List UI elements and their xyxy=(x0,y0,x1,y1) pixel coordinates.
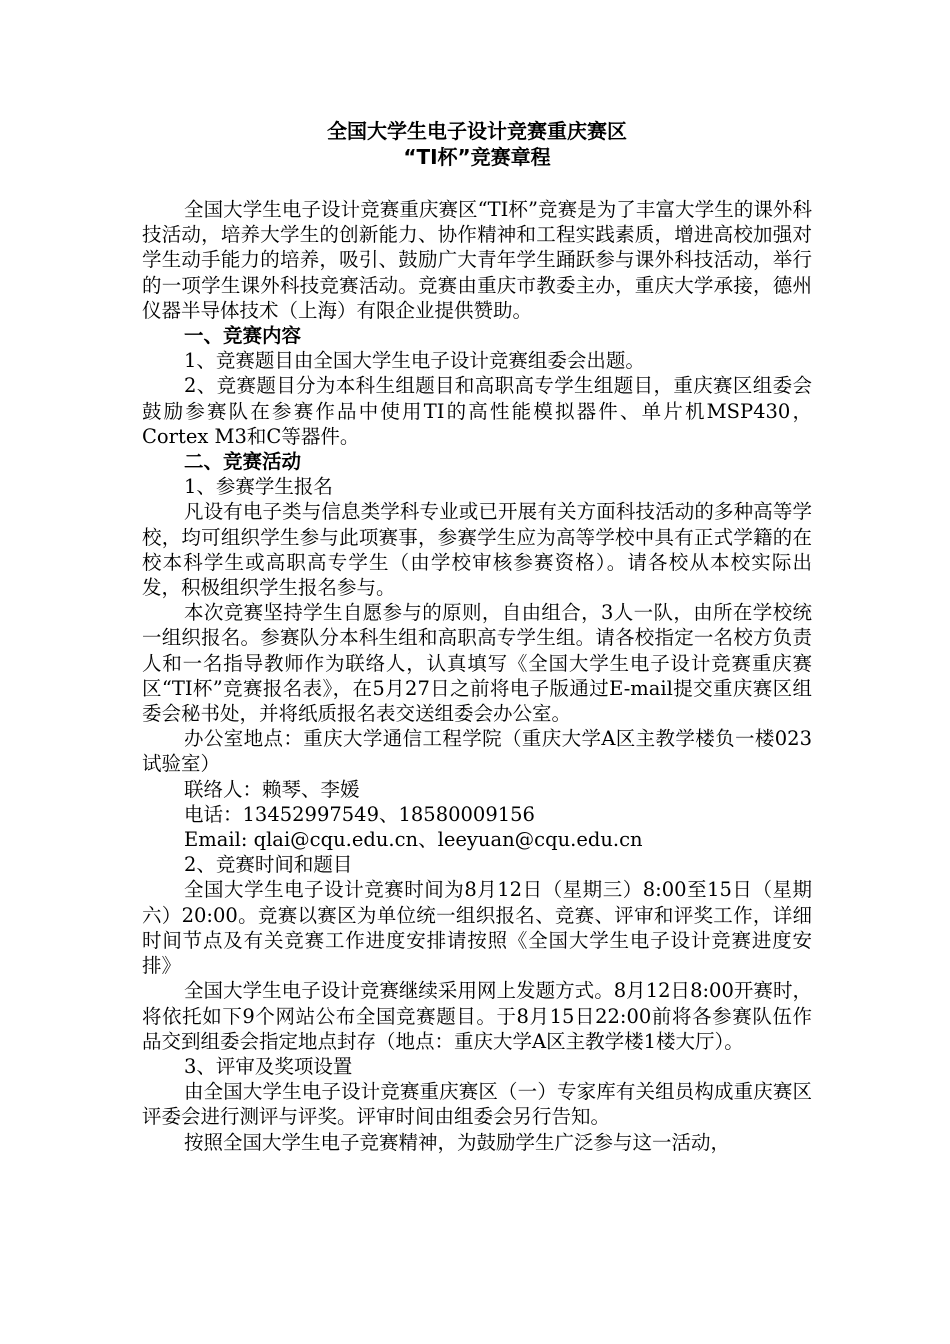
section-1-heading: 一、竞赛内容 xyxy=(184,324,302,348)
contact-phone: 电话：13452997549、18580009156 xyxy=(184,802,535,826)
document-page xyxy=(142,118,812,1155)
title-line-1: 全国大学生电子设计竞赛重庆赛区 xyxy=(327,119,627,143)
section-2-heading: 二、竞赛活动 xyxy=(184,450,302,474)
registration-paragraph-2: 本次竞赛坚持学生自愿参与的原则，自由组合，3人一队，由所在学校统一组织报名。参赛队分本科生组和高职高专学生组。请各校指定一名校方负责人和一名指导教师作为联络人，认真填写《全国大学生电子设计竞赛重庆赛区“TI杯”竞赛报名表》，在5月27日之前将电子版通过E-mail提交重庆赛区组委会秘书处，并将纸质报名表交送组委会办公室。 xyxy=(142,601,812,726)
schedule-paragraph-1: 全国大学生电子设计竞赛时间为8月12日（星期三）8:00至15日（星期六）20:00。竞赛以赛区为单位统一组织报名、竞赛、评审和评奖工作，详细时间节点及有关竞赛工作进度安排请按照《全国大学生电子设计竞赛进度安排》 xyxy=(142,878,812,978)
contact-persons: 联络人：赖琴、李媛 xyxy=(184,777,360,801)
subsection-registration-heading: 1、参赛学生报名 xyxy=(184,475,333,499)
office-address: 办公室地点：重庆大学通信工程学院（重庆大学A区主教学楼负一楼023试验室） xyxy=(142,727,812,776)
registration-paragraph-1: 凡设有电子类与信息类学科专业或已开展有关方面科技活动的多种高等学校，均可组织学生参与此项赛事，参赛学生应为高等学校中具有正式学籍的在校本科学生或高职高专学生（由学校审核参赛资格）。请各校从本校实际出发，积极组织学生报名参与。 xyxy=(142,500,812,600)
contact-email: Email: qlai@cqu.edu.cn、leeyuan@cqu.edu.cn xyxy=(184,828,643,852)
judging-paragraph-1: 由全国大学生电子设计竞赛重庆赛区（一）专家库有关组员构成重庆赛区评委会进行测评与评奖。评审时间由组委会另行告知。 xyxy=(142,1080,812,1129)
subsection-judging-heading: 3、评审及奖项设置 xyxy=(184,1054,353,1078)
section-1-item-2: 2、竞赛题目分为本科生组题目和高职高专学生组题目，重庆赛区组委会鼓励参赛队在参赛作品中使用TI的高性能模拟器件、单片机MSP430，Cortex M3和C等器件。 xyxy=(142,374,812,448)
title-line-2: “TI杯”竞赛章程 xyxy=(403,145,551,169)
schedule-paragraph-2: 全国大学生电子设计竞赛继续采用网上发题方式。8月12日8:00开赛时，将依托如下9个网站公布全国竞赛题目。于8月15日22:00前将各参赛队伍作品交到组委会指定地点封存（地点：重庆大学A区主教学楼1楼大厅）。 xyxy=(142,979,812,1053)
judging-paragraph-2: 按照全国大学生电子竞赛精神，为鼓励学生广泛参与这一活动， xyxy=(184,1130,731,1154)
subsection-schedule-heading: 2、竞赛时间和题目 xyxy=(184,853,353,877)
intro-paragraph: 全国大学生电子设计竞赛重庆赛区“TI杯”竞赛是为了丰富大学生的课外科技活动，培养大学生的创新能力、协作精神和工程实践素质，增进高校加强对学生动手能力的培养，吸引、鼓励广大青年学生踊跃参与课外科技活动，举行的一项学生课外科技竞赛活动。竞赛由重庆市教委主办，重庆大学承接，德州仪器半导体技术（上海）有限企业提供赞助。 xyxy=(142,198,812,322)
section-1-item-1: 1、竞赛题目由全国大学生电子设计竞赛组委会出题。 xyxy=(184,349,645,373)
